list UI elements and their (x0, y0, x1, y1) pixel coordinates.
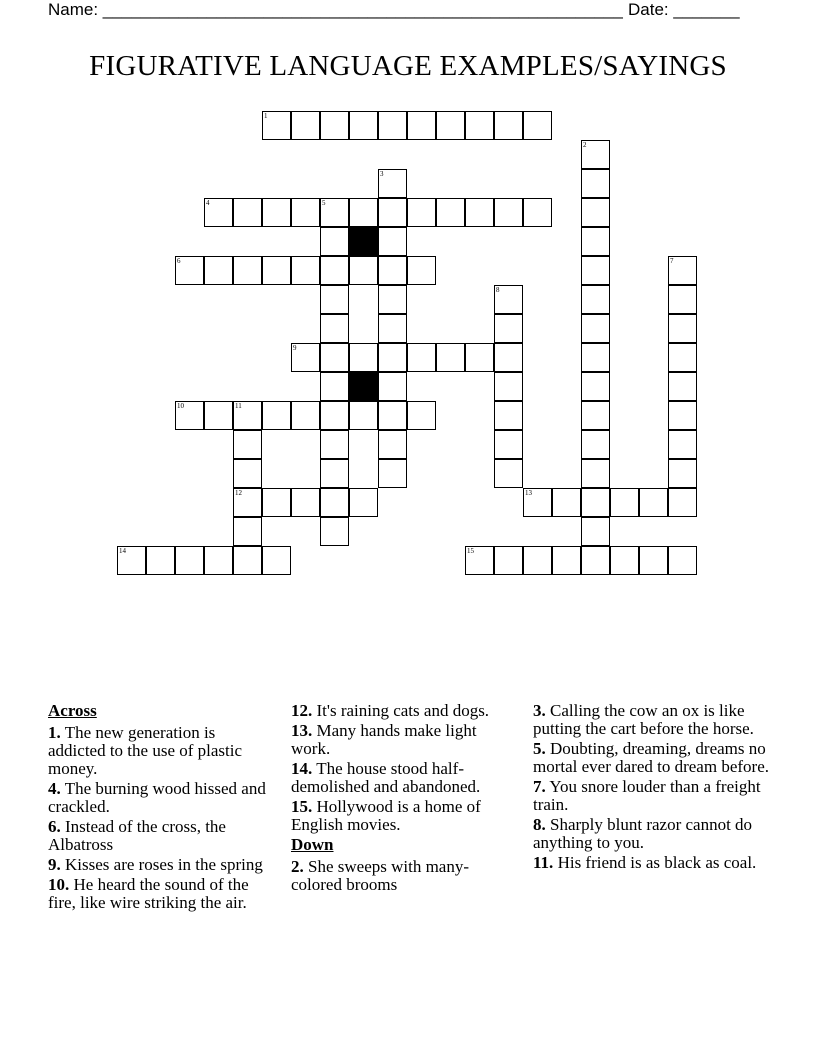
crossword-cell[interactable] (494, 111, 523, 140)
clue-number: 5 (322, 199, 326, 207)
clue-number: 12 (235, 489, 242, 497)
crossword-cell[interactable] (349, 401, 378, 430)
clue-across-14: 14. The house stood half-demolished and abandoned. (291, 759, 481, 796)
crossword-cell[interactable] (204, 546, 233, 575)
crossword-cell[interactable] (581, 517, 610, 546)
crossword-cell[interactable] (349, 343, 378, 372)
date-line[interactable]: Date: _______ (628, 0, 740, 19)
crossword-cell[interactable] (523, 198, 552, 227)
clue-across-1: 1. The new generation is addicted to the use of plastic money. (48, 723, 243, 778)
crossword-cell[interactable] (494, 372, 523, 401)
crossword-cell[interactable] (407, 111, 436, 140)
crossword-cell[interactable] (523, 488, 552, 517)
crossword-cell[interactable] (668, 372, 697, 401)
crossword-cell[interactable] (320, 372, 349, 401)
crossword-cell[interactable] (494, 285, 523, 314)
crossword-cell[interactable] (668, 488, 697, 517)
crossword-cell[interactable] (349, 488, 378, 517)
crossword-cell[interactable] (668, 546, 697, 575)
clue-across-4: 4. The burning wood hissed and crackled. (48, 779, 266, 816)
crossword-cell[interactable] (349, 198, 378, 227)
crossword-cell[interactable] (465, 343, 494, 372)
clue-down-3: 3. Calling the cow an ox is like putting the cart before the horse. (533, 701, 754, 738)
crossword-cell[interactable] (262, 111, 291, 140)
crossword-cell[interactable] (378, 314, 407, 343)
crossword-cell[interactable] (378, 111, 407, 140)
crossword-cell[interactable] (494, 430, 523, 459)
crossword-cell[interactable] (378, 372, 407, 401)
crossword-cell[interactable] (407, 256, 436, 285)
clue-number: 10 (177, 402, 184, 410)
crossword-cell[interactable] (291, 198, 320, 227)
clue-number: 2 (583, 141, 587, 149)
clue-down-7: 7. You snore louder than a freight train. (533, 777, 761, 814)
crossword-cell[interactable] (204, 198, 233, 227)
clue-across-6: 6. Instead of the cross, the Albatross (48, 817, 226, 854)
clue-across-12: 12. It's raining cats and dogs. (291, 701, 490, 720)
clue-across-13: 13. Many hands make light work. (291, 721, 477, 758)
crossword-cell[interactable] (204, 401, 233, 430)
crossword-cell[interactable] (320, 314, 349, 343)
crossword-cell[interactable] (581, 256, 610, 285)
crossword-cell[interactable] (581, 140, 610, 169)
crossword-cell[interactable] (465, 546, 494, 575)
crossword-cell[interactable] (233, 401, 262, 430)
crossword-cell[interactable] (436, 198, 465, 227)
clue-across-15: 15. Hollywood is a home of English movies. (291, 797, 481, 834)
crossword-cell[interactable] (552, 546, 581, 575)
crossword-cell[interactable] (378, 285, 407, 314)
clue-number: 13 (525, 489, 532, 497)
crossword-cell[interactable] (320, 459, 349, 488)
crossword-cell[interactable] (378, 198, 407, 227)
crossword-cell[interactable] (494, 343, 523, 372)
crossword-cell[interactable] (320, 343, 349, 372)
crossword-cell[interactable] (378, 227, 407, 256)
across-heading: Across (48, 701, 97, 720)
crossword-cell[interactable] (378, 401, 407, 430)
clue-number: 1 (264, 112, 268, 120)
crossword-cell[interactable] (262, 198, 291, 227)
clue-down-8: 8. Sharply blunt razor cannot do anything to you. (533, 815, 753, 852)
clues-column-3 (533, 702, 769, 874)
crossword-cell[interactable] (262, 401, 291, 430)
crossword-cell[interactable] (581, 546, 610, 575)
crossword-cell[interactable] (233, 256, 262, 285)
crossword-cell[interactable] (233, 546, 262, 575)
clue-number: 6 (177, 257, 181, 265)
shaded-cell (349, 372, 378, 401)
crossword-cell[interactable] (378, 430, 407, 459)
crossword-cell[interactable] (320, 488, 349, 517)
crossword-cell[interactable] (320, 111, 349, 140)
clue-across-10: 10. He heard the sound of the fire, like wire striking the air. (48, 875, 249, 912)
crossword-cell[interactable] (262, 256, 291, 285)
clue-down-5: 5. Doubting, dreaming, dreams no mortal ever dared to dream before. (533, 739, 769, 776)
crossword-cell[interactable] (523, 111, 552, 140)
crossword-cell[interactable] (668, 343, 697, 372)
crossword-cell[interactable] (494, 401, 523, 430)
crossword-cell[interactable] (378, 169, 407, 198)
crossword-cell[interactable] (262, 488, 291, 517)
crossword-cell[interactable] (581, 430, 610, 459)
crossword-cell[interactable] (175, 546, 204, 575)
crossword-cell[interactable] (639, 488, 668, 517)
crossword-cell[interactable] (175, 401, 204, 430)
crossword-cell[interactable] (581, 343, 610, 372)
crossword-cell[interactable] (407, 343, 436, 372)
crossword-cell[interactable] (262, 546, 291, 575)
crossword-cell[interactable] (291, 111, 320, 140)
name-line[interactable]: Name: _______________________________________________________ (48, 0, 623, 19)
crossword-cell[interactable] (291, 488, 320, 517)
crossword-cell[interactable] (465, 198, 494, 227)
crossword-cell[interactable] (494, 314, 523, 343)
page-title: FIGURATIVE LANGUAGE EXAMPLES/SAYINGS (89, 50, 727, 82)
crossword-cell[interactable] (233, 198, 262, 227)
crossword-cell[interactable] (552, 488, 581, 517)
crossword-cell[interactable] (668, 401, 697, 430)
crossword-cell[interactable] (349, 256, 378, 285)
clue-number: 9 (293, 344, 297, 352)
crossword-cell[interactable] (581, 372, 610, 401)
clue-down-2: 2. She sweeps with many-colored brooms (291, 857, 470, 894)
clue-number: 14 (119, 547, 126, 555)
crossword-cell[interactable] (378, 343, 407, 372)
crossword-cell[interactable] (668, 314, 697, 343)
crossword-cell[interactable] (581, 169, 610, 198)
crossword-cell[interactable] (494, 546, 523, 575)
clues-column-1 (48, 702, 270, 914)
crossword-cell[interactable] (581, 459, 610, 488)
clue-number: 8 (496, 286, 500, 294)
crossword-cell[interactable] (407, 401, 436, 430)
crossword-cell[interactable] (581, 488, 610, 517)
crossword-cell[interactable] (320, 285, 349, 314)
crossword-cell[interactable] (581, 401, 610, 430)
clue-number: 15 (467, 547, 474, 555)
crossword-cell[interactable] (378, 459, 407, 488)
crossword-cell[interactable] (349, 111, 378, 140)
crossword-cell[interactable] (233, 430, 262, 459)
crossword-cell[interactable] (320, 401, 349, 430)
crossword-cell[interactable] (465, 111, 494, 140)
crossword-cell[interactable] (233, 517, 262, 546)
crossword-cell[interactable] (668, 459, 697, 488)
crossword-cell[interactable] (407, 198, 436, 227)
crossword-cell[interactable] (639, 546, 668, 575)
crossword-cell[interactable] (320, 198, 349, 227)
crossword-cell[interactable] (320, 256, 349, 285)
crossword-cell[interactable] (233, 488, 262, 517)
down-heading: Down (291, 835, 334, 854)
crossword-cell[interactable] (291, 343, 320, 372)
crossword-cell[interactable] (581, 314, 610, 343)
crossword-cell[interactable] (610, 488, 639, 517)
crossword-cell[interactable] (320, 430, 349, 459)
crossword-cell[interactable] (320, 227, 349, 256)
clue-number: 7 (670, 257, 674, 265)
clue-across-9: 9. Kisses are roses in the spring (48, 855, 263, 874)
crossword-cell[interactable] (146, 546, 175, 575)
clue-number: 4 (206, 199, 210, 207)
crossword-cell[interactable] (523, 546, 552, 575)
crossword-cell[interactable] (610, 546, 639, 575)
crossword-cell[interactable] (581, 227, 610, 256)
shaded-cell (349, 227, 378, 256)
crossword-cell[interactable] (436, 111, 465, 140)
crossword-cell[interactable] (581, 285, 610, 314)
crossword-cell[interactable] (378, 256, 407, 285)
crossword-cell[interactable] (320, 517, 349, 546)
crossword-cell[interactable] (233, 459, 262, 488)
crossword-cell[interactable] (494, 459, 523, 488)
crossword-cell[interactable] (668, 285, 697, 314)
crossword-cell[interactable] (117, 546, 146, 575)
crossword-cell[interactable] (436, 343, 465, 372)
crossword-cell[interactable] (175, 256, 204, 285)
crossword-cell[interactable] (668, 256, 697, 285)
clue-number: 3 (380, 170, 384, 178)
clue-down-11: 11. His friend is as black as coal. (533, 853, 757, 872)
crossword-cell[interactable] (668, 430, 697, 459)
crossword-cell[interactable] (494, 198, 523, 227)
crossword-cell[interactable] (291, 401, 320, 430)
crossword-cell[interactable] (581, 198, 610, 227)
crossword-cell[interactable] (204, 256, 233, 285)
clues-column-2 (291, 702, 515, 896)
crossword-cell[interactable] (291, 256, 320, 285)
clue-number: 11 (235, 402, 242, 410)
